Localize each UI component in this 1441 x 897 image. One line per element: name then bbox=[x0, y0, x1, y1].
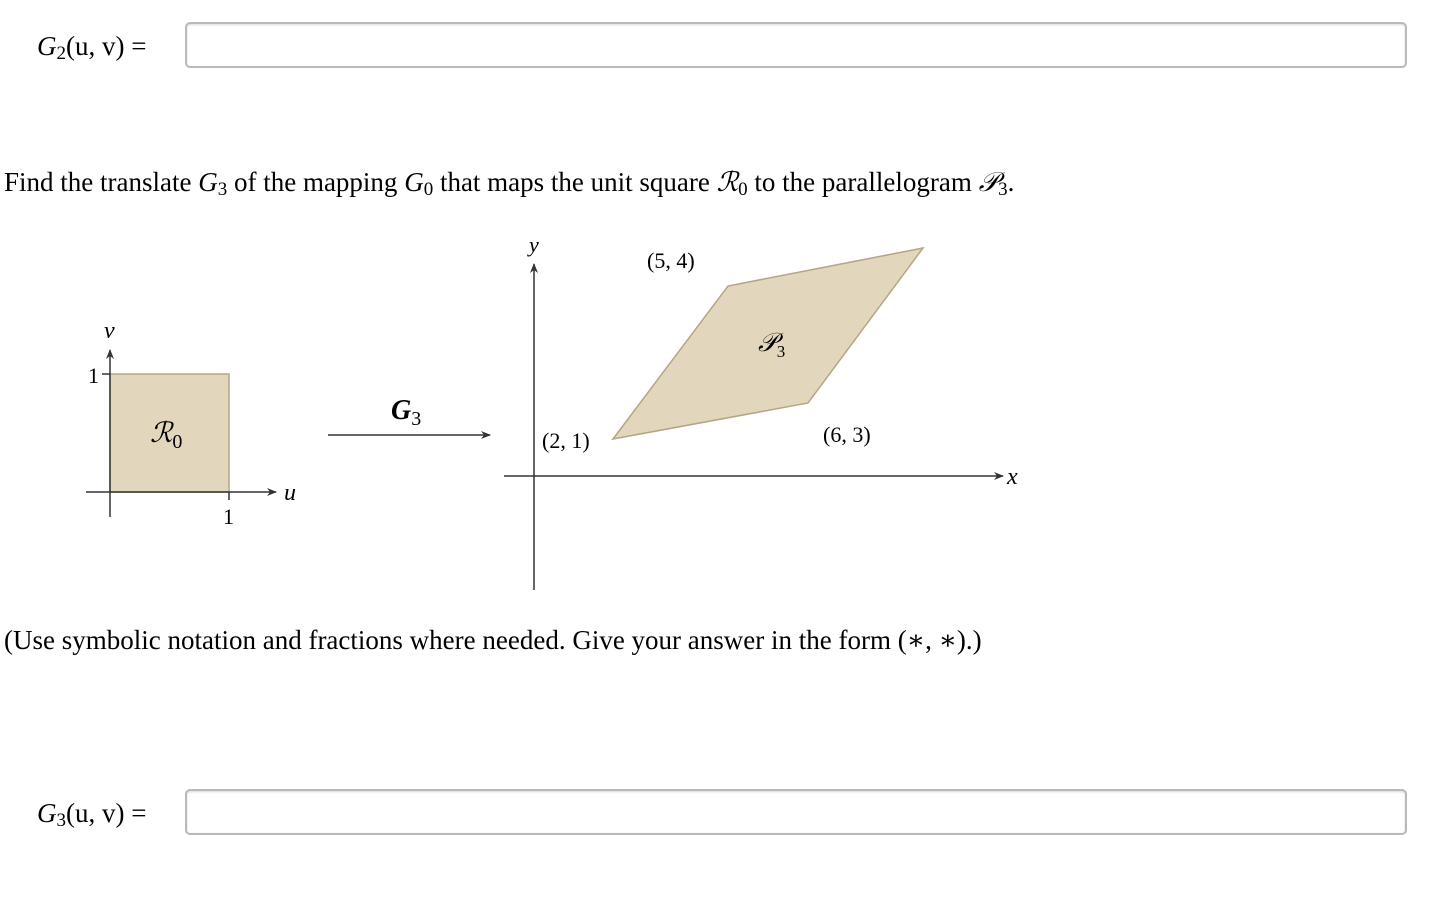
vertex-label-bottom-right: (6, 3) bbox=[823, 422, 871, 447]
square-axis-v-label: v bbox=[104, 318, 115, 344]
vertex-label-bottom-left: (2, 1) bbox=[542, 428, 590, 453]
mapping-label: $G_3$ bbox=[391, 395, 422, 430]
axis-y-label: y bbox=[529, 232, 539, 257]
square-tick-v-label: 1 bbox=[88, 363, 99, 388]
g3-answer-input[interactable] bbox=[185, 789, 1407, 835]
square-tick-u-label: 1 bbox=[223, 504, 234, 529]
vertex-label-top-left: (5, 4) bbox=[647, 248, 695, 273]
mapping-diagram bbox=[0, 230, 1100, 600]
square-region-label: ℛ$_0$ bbox=[150, 418, 183, 453]
parallelogram-label: 𝒫$_3$ bbox=[758, 328, 786, 361]
square-axis-u-label: u bbox=[284, 480, 296, 506]
g3-label: $G_3(u$, v) = bbox=[37, 798, 147, 831]
g2-answer-input[interactable] bbox=[185, 22, 1407, 68]
answer-row-g2 bbox=[0, 21, 1441, 71]
axis-x-label: x bbox=[1007, 464, 1018, 490]
g2-label: $G_2(u$, v) = bbox=[37, 31, 147, 64]
answer-row-g3 bbox=[0, 788, 1441, 838]
instructions-text: (Use symbolic notation and fractions where needed. Give your answer in the form (∗, ∗).) bbox=[4, 625, 982, 655]
question-text: Find the translate $G_3$ of the mapping $G_0$ that maps the unit square ℛ$_0$ to the parallelogram 𝒫$_3$. bbox=[4, 167, 1015, 200]
